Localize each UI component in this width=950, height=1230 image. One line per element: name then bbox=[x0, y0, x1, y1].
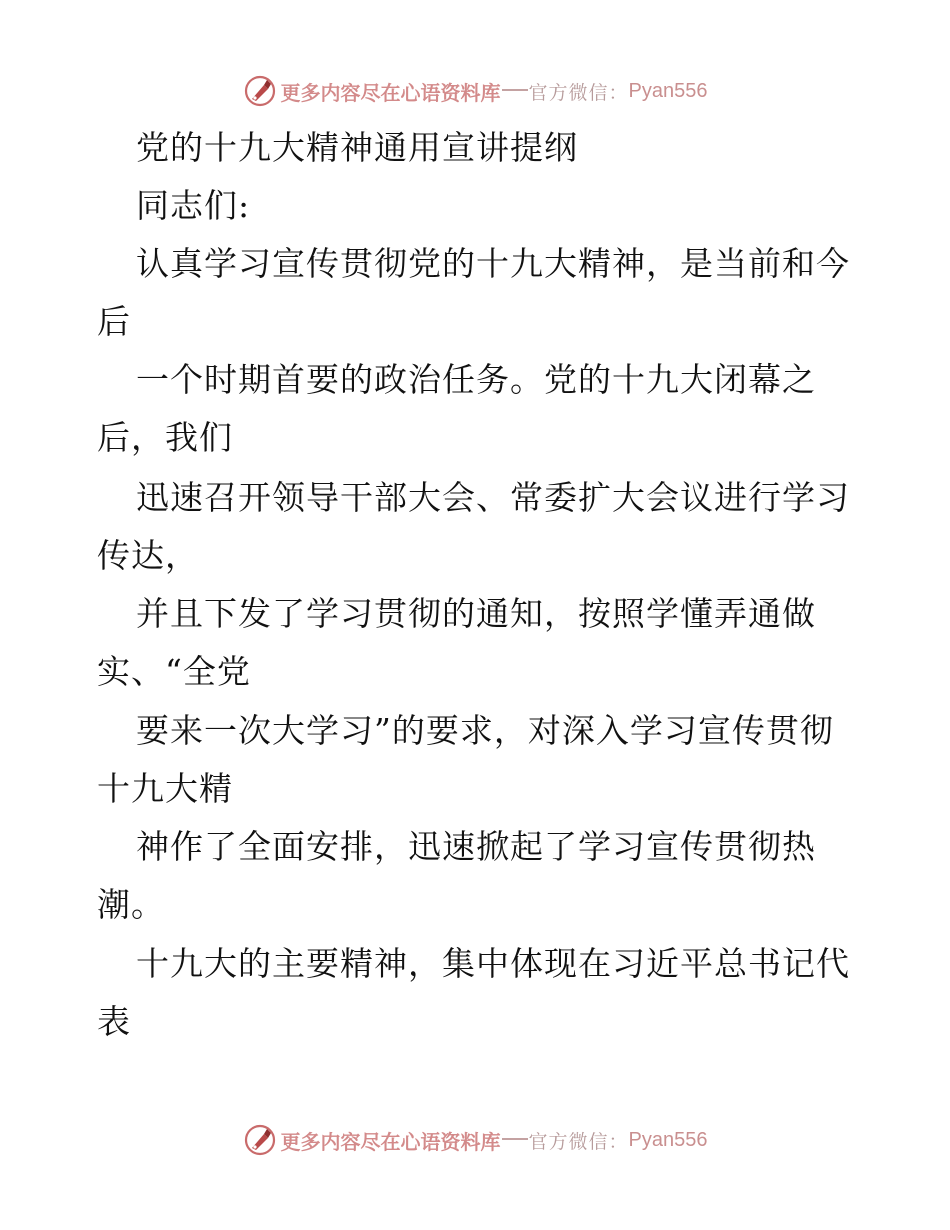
paragraph-line: 传达， bbox=[97, 536, 199, 575]
watermark-code: Pyan556 bbox=[628, 1128, 708, 1151]
paragraph-line: 要来一次大学习”的要求，对深入学习宣传贯彻 bbox=[136, 711, 834, 750]
paragraph-line: 后 bbox=[97, 302, 131, 341]
watermark-code: Pyan556 bbox=[628, 79, 708, 102]
document-title: 党的十九大精神通用宣讲提纲 bbox=[136, 128, 578, 167]
footer-watermark bbox=[0, 1120, 950, 1160]
watermark-sub-text: 官方微信： bbox=[528, 81, 629, 104]
paragraph-line: 后，我们 bbox=[97, 418, 233, 457]
paragraph-line: 神作了全面安排，迅速掀起了学习宣传贯彻热 bbox=[136, 827, 816, 866]
paragraph-line: 认真学习宣传贯彻党的十九大精神，是当前和今 bbox=[136, 244, 850, 283]
watermark-dash bbox=[502, 1138, 528, 1140]
watermark-sub-text: 官方微信： bbox=[528, 1130, 629, 1153]
paragraph-line: 十九大的主要精神，集中体现在习近平总书记代 bbox=[136, 944, 850, 983]
paragraph-line: 表 bbox=[97, 1002, 131, 1041]
paragraph-line: 并且下发了学习贯彻的通知，按照学懂弄通做 bbox=[136, 594, 816, 633]
salutation: 同志们: bbox=[136, 186, 251, 225]
watermark-main-text: 更多内容尽在心语资料库 bbox=[280, 80, 501, 105]
pen-nib-circle-icon bbox=[243, 74, 277, 108]
paragraph-line: 实、“全党 bbox=[97, 652, 251, 691]
pen-nib-circle-icon bbox=[243, 1123, 277, 1157]
watermark-main-text: 更多内容尽在心语资料库 bbox=[280, 1129, 501, 1154]
paragraph-line: 十九大精 bbox=[97, 769, 233, 808]
paragraph-line: 一个时期首要的政治任务。党的十九大闭幕之 bbox=[136, 360, 816, 399]
paragraph-line: 潮。 bbox=[97, 885, 165, 924]
header-watermark bbox=[0, 71, 950, 111]
paragraph-line: 迅速召开领导干部大会、常委扩大会议进行学习 bbox=[136, 478, 850, 517]
watermark-dash bbox=[502, 89, 528, 91]
